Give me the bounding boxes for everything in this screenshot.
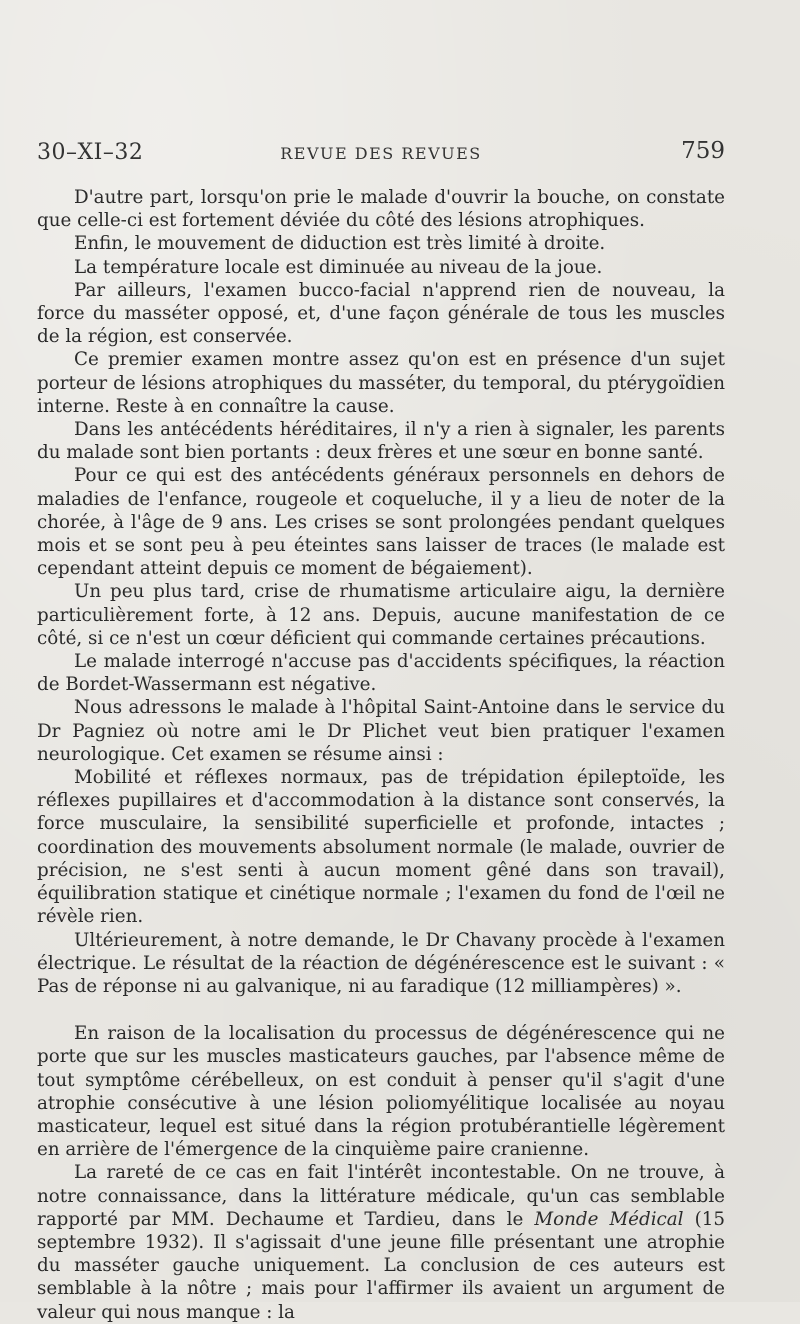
running-header <box>37 138 725 172</box>
paragraph: Mobilité et réflexes normaux, pas de trépidation épileptoïde, les réflexes pupillaires et d'accommodation à la distance sont conservés, la force musculaire, la sensibilité superficielle et profonde, intactes ; coordination des mouvements absolument normale (le malade, ouvrier de précision, ne s'est senti à aucun moment gêné dans son travail), équilibration statique et cinétique normale ; l'examen du fond de l'œil ne révèle rien. <box>37 767 725 928</box>
paragraph: Ultérieurement, à notre demande, le Dr Chavany procède à l'examen électrique. Le résultat de la réaction de dégénérescence est le suivant : « Pas de réponse ni au galvanique, ni au faradique (12 milliampères) ». <box>37 929 725 997</box>
paragraph: D'autre part, lorsqu'on prie le malade d'ouvrir la bouche, on constate que celle-ci est fortement déviée du côté des lésions atrophiques. <box>37 187 725 232</box>
running-title: REVUE DES REVUES <box>280 144 482 163</box>
paragraph: Le malade interrogé n'accuse pas d'accidents spécifiques, la réaction de Bordet-Wassermann est négative. <box>37 651 725 696</box>
article-body <box>37 186 725 1324</box>
paragraph: Ce premier examen montre assez qu'on est en présence d'un sujet porteur de lésions atrophiques du masséter, du temporal, du ptérygoïdien interne. Reste à en connaître la cause. <box>37 349 725 417</box>
paragraph: Nous adressons le malade à l'hôpital Saint-Antoine dans le service du Dr Pagniez où notre ami le Dr Plichet veut bien pratiquer l'examen neurologique. Cet examen se résume ainsi : <box>37 697 725 765</box>
paragraph-text: La rareté de ce cas en fait l'intérêt incontestable. On ne trouve, à notre connaissance, dans la littérature médicale, qu'un cas semblable rapporté par MM. Dechaume et Tardieu, dans le <box>37 1162 725 1230</box>
header-date: 30–XI–32 <box>37 140 144 165</box>
paragraph: Un peu plus tard, crise de rhumatisme articulaire aigu, la dernière particulièrement forte, à 12 ans. Depuis, aucune manifestation de ce côté, si ce n'est un cœur déficient qui commande certaines précautions. <box>37 581 725 649</box>
paragraph-with-citation <box>37 1161 725 1323</box>
paragraph: Par ailleurs, l'examen bucco-facial n'apprend rien de nouveau, la force du masséter opposé, et, d'une façon générale de tous les muscles de la région, est conservée. <box>37 279 725 348</box>
paragraph-text: (15 septembre 1932). Il s'agissait d'une jeune fille présentant une atrophie du masséter gauche uniquement. La conclusion de ces auteurs est semblable à la nôtre ; mais pour l'affirmer ils avaient un argument de valeur qui nous manque : la <box>37 1208 726 1323</box>
page-number: 759 <box>681 138 725 164</box>
paragraph: Pour ce qui est des antécédents généraux personnels en dehors de maladies de l'enfance, rougeole et coqueluche, il y a lieu de noter de la chorée, à l'âge de 9 ans. Les crises se sont prolongées pendant quelques mois et se sont peu à peu éteintes sans laisser de traces (le malade est cependant atteint depuis ce moment de bégaiement). <box>37 465 725 580</box>
journal-title: Monde Médical <box>534 1208 684 1230</box>
paragraph: Dans les antécédents héréditaires, il n'y a rien à signaler, les parents du malade sont bien portants : deux frères et une sœur en bonne santé. <box>37 419 725 464</box>
paragraph: En raison de la localisation du processus de dégénérescence qui ne porte que sur les muscles masticateurs gauches, par l'absence même de tout symptôme cérébelleux, on est conduit à penser qu'il s'agit d'une atrophie consécutive à une lésion poliomyélitique localisée au noyau masticateur, lequel est situé dans la région protubérantielle légèrement en arrière de l'émergence de la cinquième paire cranienne. <box>37 1023 725 1161</box>
paragraph: La température locale est diminuée au niveau de la joue. <box>74 256 603 278</box>
paragraph: Enfin, le mouvement de diduction est très limité à droite. <box>74 233 606 255</box>
